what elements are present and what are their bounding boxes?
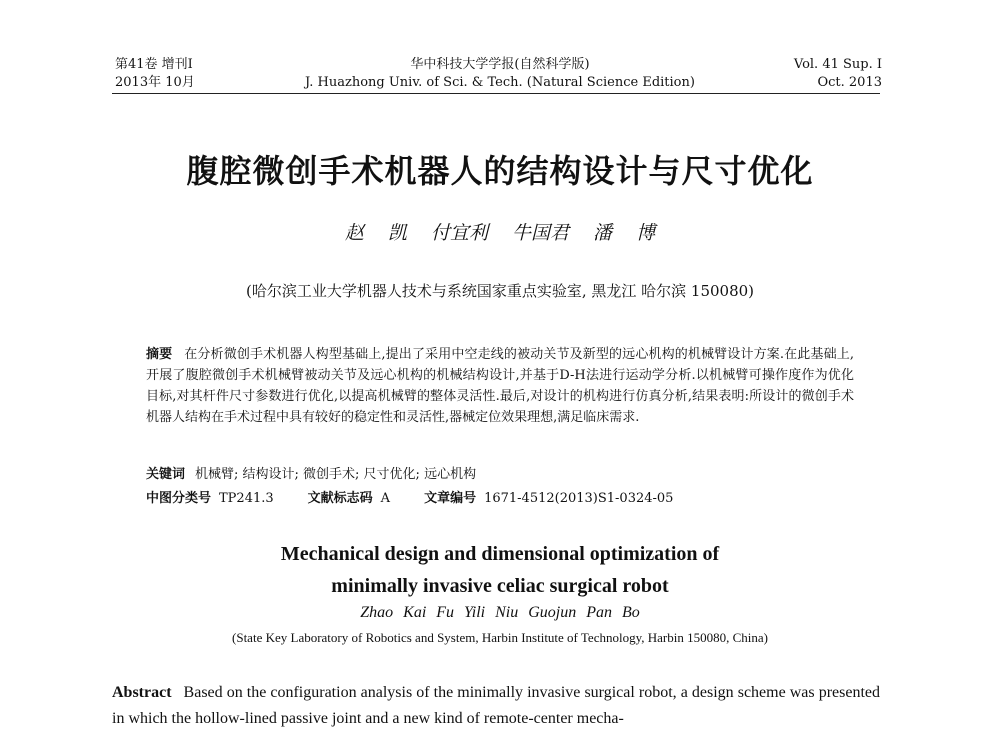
doc-code-value: A: [380, 491, 391, 506]
authors-cn: 赵 凯 付宜利 牛国君 潘 博: [344, 222, 656, 244]
paper-title-en-line2: minimally invasive celiac surgical robot: [331, 575, 669, 597]
journal-name-cn: 华中科技大学学报(自然科学版): [410, 57, 590, 72]
header-rule: [112, 93, 880, 94]
abstract-en-text: Based on the configuration analysis of the minimally invasive surgical robot, a design scheme was presented in which the hollow-lined passive joint and a new kind of remote-center mecha-: [112, 684, 880, 727]
running-header: [0, 56, 1000, 92]
keywords-cn-label: 关键词: [146, 467, 186, 482]
volume-info-en: [794, 56, 882, 92]
doc-code-label: 文献标志码: [307, 491, 373, 506]
volume-issue-en: Vol. 41 Sup. Ⅰ: [793, 57, 882, 72]
authors-en: Zhao Kai Fu Yili Niu Guojun Pan Bo: [360, 604, 640, 621]
abstract-en-label: Abstract: [112, 684, 172, 701]
paper-title-en-line1: Mechanical design and dimensional optimization of: [280, 543, 720, 565]
issue-date-cn: 2013年 10月: [115, 75, 195, 90]
clc-value: TP241.3: [219, 491, 274, 506]
article-no-value: 1671-4512(2013)S1-0324-05: [484, 491, 674, 506]
abstract-cn-text: 在分析微创手术机器人构型基础上,提出了采用中空走线的被动关节及新型的远心机构的机械臂设计方案.在此基础上,开展了腹腔微创手术机械臂被动关节及远心机构的机械结构设计,并基于D-H法进行运动学分析.以机械臂可操作度作为优化目标,对其杆件尺寸参数进行优化,以提高机械臂的整体灵活性.最后,对设计的机构进行仿真分析,结果表明:所设计的微创手术机器人结构在手术过程中具有较好的稳定性和灵活性,器械定位效果理想,满足临床需求.: [146, 347, 854, 425]
abstract-cn-label: 摘要: [146, 347, 173, 362]
article-no-label: 文章编号: [424, 491, 477, 506]
affiliation-en: (State Key Laboratory of Robotics and System, Harbin Institute of Technology, Harbin 150080, China): [232, 630, 768, 645]
keywords-cn-text: 机械臂; 结构设计; 微创手术; 尺寸优化; 远心机构: [195, 467, 477, 482]
journal-name-en: J. Huazhong Univ. of Sci. & Tech. (Natural Science Edition): [305, 75, 695, 90]
clc-label: 中图分类号: [146, 491, 212, 506]
issue-date-en: Oct. 2013: [817, 75, 882, 90]
volume-issue: 第41卷 增刊Ⅰ: [115, 57, 193, 72]
paper-title-cn: 腹腔微创手术机器人的结构设计与尺寸优化: [186, 152, 814, 190]
abstract-cn: [146, 344, 854, 428]
affiliation-cn: (哈尔滨工业大学机器人技术与系统国家重点实验室, 黑龙江 哈尔滨 150080): [245, 282, 755, 300]
paper-title-en: [0, 538, 1000, 602]
abstract-en: [112, 680, 880, 732]
keywords-cn: [146, 466, 476, 484]
classification-line: [146, 490, 681, 508]
